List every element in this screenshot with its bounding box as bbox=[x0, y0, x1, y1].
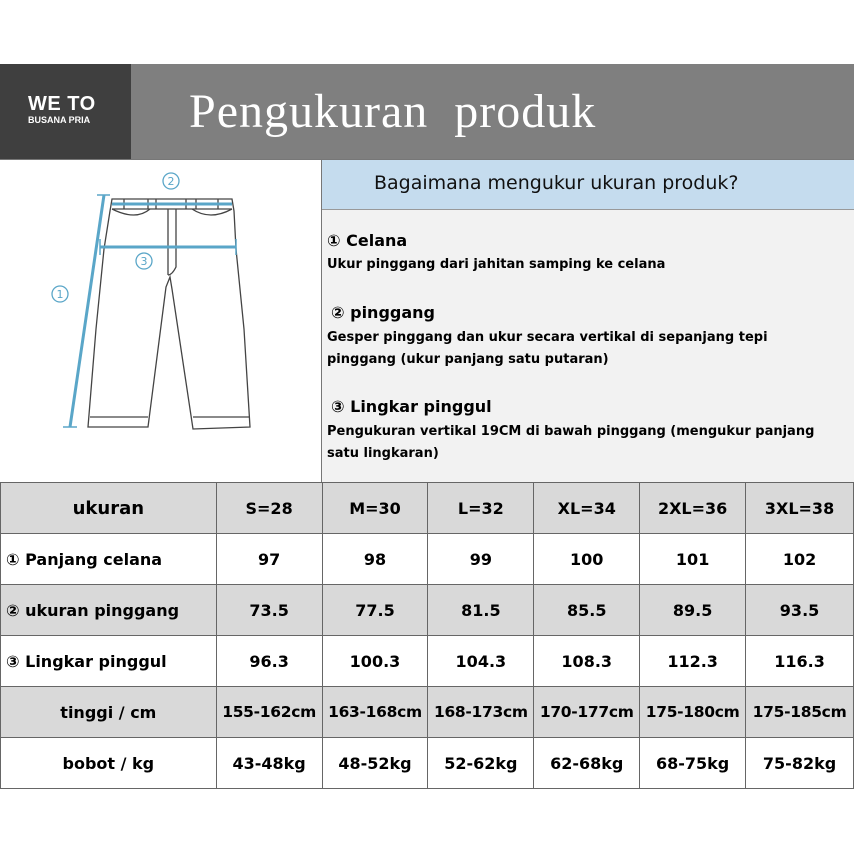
row-label: bobot / kg bbox=[1, 738, 217, 789]
table-cell: 75-82kg bbox=[746, 738, 854, 789]
table-cell: 97 bbox=[216, 534, 322, 585]
table-cell: 43-48kg bbox=[216, 738, 322, 789]
page-title: Pengukuran produk bbox=[189, 85, 597, 138]
table-cell: 77.5 bbox=[322, 585, 428, 636]
table-row bbox=[1, 585, 854, 636]
table-row bbox=[1, 534, 854, 585]
info-heading: Bagaimana mengukur ukuran produk? bbox=[374, 172, 739, 194]
row-label: ① Panjang celana bbox=[1, 534, 217, 585]
row-label: ③ Lingkar pinggul bbox=[1, 636, 217, 687]
table-cell: 112.3 bbox=[640, 636, 746, 687]
row-label: tinggi / cm bbox=[1, 687, 217, 738]
section-pinggul-title: ③ Lingkar pinggul bbox=[331, 397, 492, 416]
table-header-cell: L=32 bbox=[428, 483, 534, 534]
pants-diagram-icon bbox=[0, 159, 321, 482]
table-row bbox=[1, 636, 854, 687]
table-header-row bbox=[1, 483, 854, 534]
table-cell: 155-162cm bbox=[216, 687, 322, 738]
pants-diagram-panel bbox=[0, 159, 322, 482]
table-cell: 73.5 bbox=[216, 585, 322, 636]
table-header-cell: 3XL=38 bbox=[746, 483, 854, 534]
table-cell: 68-75kg bbox=[640, 738, 746, 789]
section-celana-text: Ukur pinggang dari jahitan samping ke celana bbox=[327, 257, 666, 272]
table-cell: 96.3 bbox=[216, 636, 322, 687]
table-cell: 170-177cm bbox=[534, 687, 640, 738]
table-cell: 81.5 bbox=[428, 585, 534, 636]
table-header-cell: 2XL=36 bbox=[640, 483, 746, 534]
table-cell: 175-180cm bbox=[640, 687, 746, 738]
table-cell: 104.3 bbox=[428, 636, 534, 687]
table-cell: 48-52kg bbox=[322, 738, 428, 789]
marker-3-label: 3 bbox=[140, 255, 148, 268]
size-table bbox=[0, 482, 854, 789]
table-header-cell: M=30 bbox=[322, 483, 428, 534]
table-cell: 163-168cm bbox=[322, 687, 428, 738]
table-cell: 100 bbox=[534, 534, 640, 585]
row-label: ② ukuran pinggang bbox=[1, 585, 217, 636]
section-pinggul-text: Pengukuran vertikal 19CM di bawah pinggang (mengukur panjang satu lingkaran) bbox=[327, 424, 815, 461]
table-cell: 98 bbox=[322, 534, 428, 585]
table-cell: 100.3 bbox=[322, 636, 428, 687]
table-cell: 52-62kg bbox=[428, 738, 534, 789]
table-cell: 116.3 bbox=[746, 636, 854, 687]
logo-sub-text: BUSANA PRIA bbox=[28, 115, 91, 125]
logo-main-text: WE TO bbox=[28, 93, 96, 115]
table-cell: 175-185cm bbox=[746, 687, 854, 738]
table-cell: 89.5 bbox=[640, 585, 746, 636]
table-cell: 108.3 bbox=[534, 636, 640, 687]
table-cell: 99 bbox=[428, 534, 534, 585]
table-cell: 85.5 bbox=[534, 585, 640, 636]
table-header-cell: ukuran bbox=[1, 483, 217, 534]
table-cell: 168-173cm bbox=[428, 687, 534, 738]
section-pinggang-text: Gesper pinggang dan ukur secara vertikal di sepanjang tepi pinggang (ukur panjang satu putaran) bbox=[327, 330, 768, 367]
table-row bbox=[1, 687, 854, 738]
table-cell: 62-68kg bbox=[534, 738, 640, 789]
table-cell: 102 bbox=[746, 534, 854, 585]
section-celana-title: ① Celana bbox=[327, 231, 408, 250]
marker-1-label: 1 bbox=[56, 288, 64, 301]
table-row bbox=[1, 738, 854, 789]
table-cell: 93.5 bbox=[746, 585, 854, 636]
section-pinggang-title: ② pinggang bbox=[331, 303, 435, 322]
marker-2-label: 2 bbox=[167, 175, 175, 188]
table-header-cell: XL=34 bbox=[534, 483, 640, 534]
table-header-cell: S=28 bbox=[216, 483, 322, 534]
info-heading-panel bbox=[322, 160, 854, 210]
table-cell: 101 bbox=[640, 534, 746, 585]
